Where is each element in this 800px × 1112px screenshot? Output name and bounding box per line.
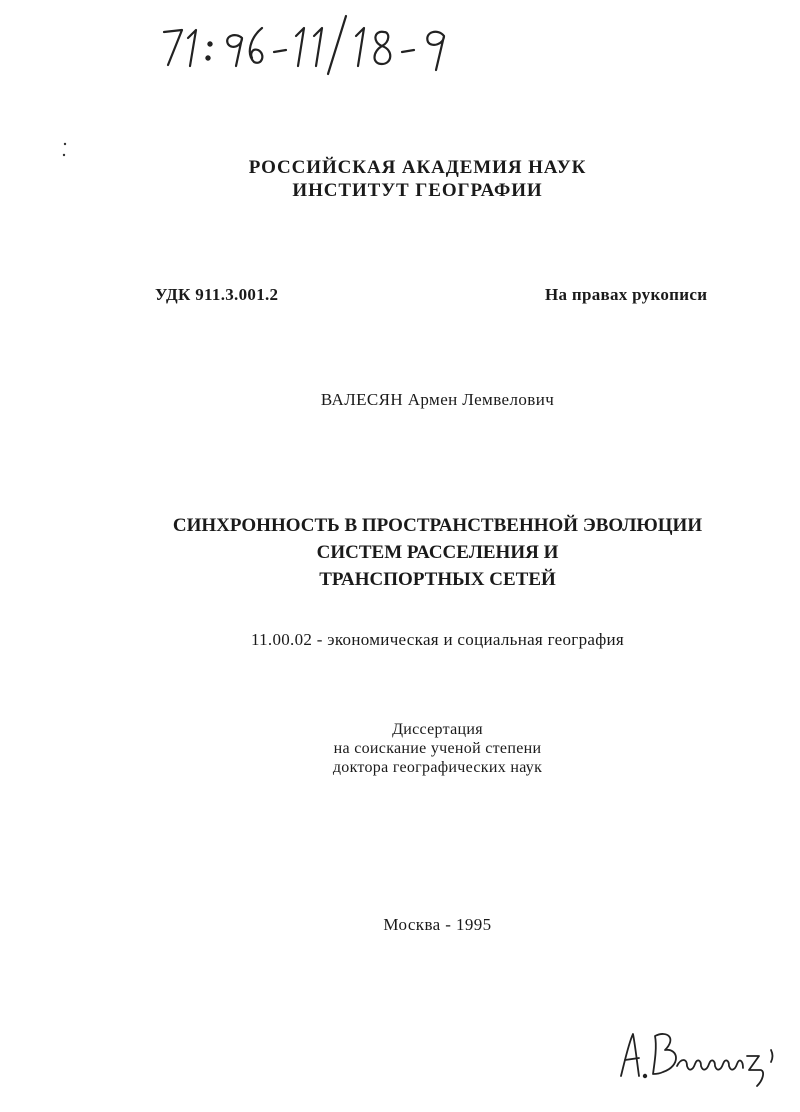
- title-line-1: СИНХРОННОСТЬ В ПРОСТРАНСТВЕННОЙ ЭВОЛЮЦИИ: [172, 515, 703, 536]
- handwritten-signature: [615, 1020, 780, 1090]
- place-and-year: Москва - 1995: [383, 915, 492, 934]
- udk-code: УДК 911.3.001.2: [155, 285, 279, 304]
- degree-line-3: доктора географических наук: [332, 759, 543, 776]
- title-line-3: ТРАНСПОРТНЫХ СЕТЕЙ: [319, 569, 556, 590]
- degree-line-1: Диссертация: [392, 721, 483, 738]
- degree-line-2: на соискание ученой степени: [333, 740, 542, 757]
- degree-statement: [0, 720, 800, 777]
- institution-line-1: РОССИЙСКАЯ АКАДЕМИЯ НАУК: [248, 157, 587, 178]
- specialty-code: 11.00.02 - экономическая и социальная география: [250, 630, 625, 649]
- dissertation-title: [0, 512, 800, 593]
- institution-line-2: ИНСТИТУТ ГЕОГРАФИИ: [292, 180, 543, 201]
- manuscript-rights-note: На правах рукописи: [545, 285, 708, 304]
- institution-header: [0, 156, 800, 202]
- handwritten-archive-code: [150, 10, 470, 80]
- author-name: ВАЛЕСЯН Армен Лемвелович: [320, 390, 555, 409]
- title-line-2: СИСТЕМ РАССЕЛЕНИЯ И: [316, 542, 559, 563]
